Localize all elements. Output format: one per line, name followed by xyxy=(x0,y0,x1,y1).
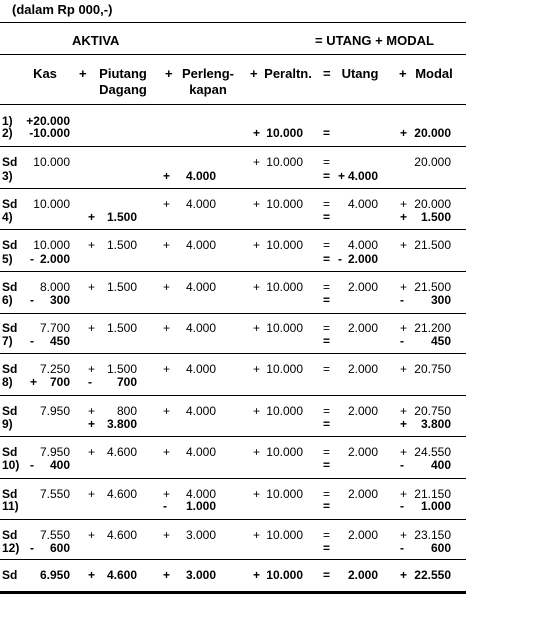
block-separator xyxy=(0,436,466,437)
equals-sign: = xyxy=(323,126,331,140)
operator-modal: - xyxy=(400,458,404,472)
column-header-operator: + xyxy=(399,66,407,81)
equals-sign: = xyxy=(323,280,331,294)
value-peralatan: 10.000 xyxy=(266,197,303,211)
row-label: Sd xyxy=(2,445,18,459)
value-kas: 10.000 xyxy=(33,155,70,169)
row-label: 4) xyxy=(2,210,13,224)
operator-perlengkapan: - xyxy=(163,499,167,513)
equals-sign: = xyxy=(323,568,331,582)
table-title: (dalam Rp 000,-) xyxy=(12,2,113,17)
value-kas: 10.000 xyxy=(33,238,70,252)
value-utang: 2.000 xyxy=(347,528,378,542)
value-perlengkapan: 3.000 xyxy=(185,528,216,542)
column-header-operator: + xyxy=(165,66,173,81)
equals-sign: = xyxy=(323,155,331,169)
operator-peralatan: + xyxy=(253,126,261,140)
operator-modal: + xyxy=(400,126,408,140)
value-perlengkapan: 3.000 xyxy=(185,568,216,582)
value-kas: 6.950 xyxy=(39,568,70,582)
operator-peralatan: + xyxy=(253,321,261,335)
value-modal: 3.800 xyxy=(420,417,451,431)
column-header-utang: Utang xyxy=(341,66,379,81)
block-separator xyxy=(0,395,466,396)
value-perlengkapan: 4.000 xyxy=(185,445,216,459)
value-modal: 1.000 xyxy=(420,499,451,513)
value-perlengkapan: 4.000 xyxy=(185,197,216,211)
operator-modal: + xyxy=(400,238,408,252)
row-label: Sd xyxy=(2,280,18,294)
row-label: 11) xyxy=(2,499,19,513)
operator-piutang: + xyxy=(88,362,96,376)
value-utang: 2.000 xyxy=(347,252,378,266)
operator-piutang: + xyxy=(88,404,96,418)
operator-peralatan: + xyxy=(253,568,261,582)
operator-perlengkapan: + xyxy=(163,445,171,459)
operator-modal: - xyxy=(400,293,404,307)
value-modal: 20.000 xyxy=(414,197,451,211)
value-modal: 300 xyxy=(430,293,451,307)
operator-piutang: - xyxy=(88,375,92,389)
value-modal: 21.500 xyxy=(414,238,451,252)
operator-modal: + xyxy=(400,487,408,501)
value-perlengkapan: 4.000 xyxy=(185,362,216,376)
block-separator xyxy=(0,478,466,479)
value-utang: 4.000 xyxy=(347,169,378,183)
row-label: 2) xyxy=(2,126,13,140)
equals-sign: = xyxy=(323,293,331,307)
value-modal: 23.150 xyxy=(414,528,451,542)
value-kas: 7.250 xyxy=(39,362,70,376)
value-piutang: 1.500 xyxy=(106,321,137,335)
operator-peralatan: + xyxy=(253,280,261,294)
value-peralatan: 10.000 xyxy=(266,487,303,501)
operator-modal: + xyxy=(400,404,408,418)
value-kas: 7.550 xyxy=(39,487,70,501)
equals-sign: = xyxy=(323,404,331,418)
operator-piutang: + xyxy=(88,487,96,501)
operator-modal: - xyxy=(400,334,404,348)
block-separator xyxy=(0,559,466,560)
column-header-operator: + xyxy=(79,66,87,81)
operator-perlengkapan: + xyxy=(163,487,171,501)
value-utang: 4.000 xyxy=(347,197,378,211)
equals-sign: = xyxy=(323,445,331,459)
value-perlengkapan: 1.000 xyxy=(185,499,216,513)
value-piutang: 1.500 xyxy=(106,238,137,252)
value-kas: +20.000 xyxy=(26,114,70,128)
value-kas: -10.000 xyxy=(29,126,70,140)
value-modal: 20.750 xyxy=(414,362,451,376)
value-modal: 24.550 xyxy=(414,445,451,459)
row-label: Sd xyxy=(2,362,18,376)
value-modal: 20.000 xyxy=(414,126,451,140)
equals-sign: = xyxy=(323,458,331,472)
value-peralatan: 10.000 xyxy=(266,155,303,169)
operator-kas: - xyxy=(30,458,34,472)
row-label: Sd xyxy=(2,238,18,252)
column-header-modal: Modal xyxy=(415,66,453,81)
row-label: Sd xyxy=(2,321,18,335)
operator-perlengkapan: + xyxy=(163,238,171,252)
equals-sign: = xyxy=(323,528,331,542)
value-utang: 2.000 xyxy=(347,362,378,376)
equals-sign: = xyxy=(323,499,331,513)
value-utang: 2.000 xyxy=(347,321,378,335)
value-perlengkapan: 4.000 xyxy=(185,169,216,183)
value-kas: 600 xyxy=(49,541,70,555)
value-piutang: 1.500 xyxy=(106,210,137,224)
value-utang: 2.000 xyxy=(347,568,378,582)
value-kas: 2.000 xyxy=(39,252,70,266)
row-label: Sd xyxy=(2,568,18,582)
row-label: 6) xyxy=(2,293,13,307)
block-separator xyxy=(0,146,466,147)
operator-kas: - xyxy=(30,252,34,266)
operator-perlengkapan: + xyxy=(163,197,171,211)
value-modal: 21.150 xyxy=(414,487,451,501)
operator-utang: - xyxy=(338,252,342,266)
operator-peralatan: + xyxy=(253,362,261,376)
value-kas: 450 xyxy=(49,334,70,348)
value-kas: 7.950 xyxy=(39,404,70,418)
operator-modal: + xyxy=(400,568,408,582)
value-peralatan: 10.000 xyxy=(266,404,303,418)
value-perlengkapan: 4.000 xyxy=(185,487,216,501)
operator-piutang: + xyxy=(88,417,96,431)
value-kas: 7.700 xyxy=(39,321,70,335)
value-kas: 10.000 xyxy=(33,197,70,211)
value-peralatan: 10.000 xyxy=(266,568,303,582)
operator-modal: + xyxy=(400,321,408,335)
row-label: 8) xyxy=(2,375,13,389)
value-kas: 400 xyxy=(49,458,70,472)
row-label: Sd xyxy=(2,487,18,501)
value-piutang: 4.600 xyxy=(106,487,137,501)
row-label: 7) xyxy=(2,334,13,348)
operator-modal: - xyxy=(400,499,404,513)
value-kas: 300 xyxy=(49,293,70,307)
equals-sign: = xyxy=(323,321,331,335)
column-header-operator: = xyxy=(323,66,331,81)
row-label: 1) xyxy=(2,114,13,128)
value-modal: 450 xyxy=(430,334,451,348)
row-label: 12) xyxy=(2,541,20,555)
header-equation: = UTANG + MODAL xyxy=(315,33,434,48)
value-perlengkapan: 4.000 xyxy=(185,280,216,294)
row-label: Sd xyxy=(2,404,18,418)
column-header-operator: + xyxy=(250,66,258,81)
value-piutang: 4.600 xyxy=(106,568,137,582)
operator-peralatan: + xyxy=(253,155,261,169)
operator-modal: + xyxy=(400,362,408,376)
operator-piutang: + xyxy=(88,568,96,582)
operator-modal: - xyxy=(400,541,404,555)
header-rule-top xyxy=(0,22,466,23)
equals-sign: = xyxy=(323,334,331,348)
equals-sign: = xyxy=(323,197,331,211)
value-utang: 2.000 xyxy=(347,445,378,459)
operator-modal: + xyxy=(400,417,408,431)
header-aktiva: AKTIVA xyxy=(72,33,120,48)
row-label: Sd xyxy=(2,528,18,542)
column-header-kas: Kas xyxy=(33,66,57,81)
value-perlengkapan: 4.000 xyxy=(185,404,216,418)
block-separator xyxy=(0,271,466,272)
value-kas: 7.550 xyxy=(39,528,70,542)
operator-perlengkapan: + xyxy=(163,528,171,542)
value-modal: 20.000 xyxy=(414,155,451,169)
operator-kas: - xyxy=(30,541,34,555)
equals-sign: = xyxy=(323,362,331,376)
equals-sign: = xyxy=(323,487,331,501)
operator-kas: - xyxy=(30,334,34,348)
value-modal: 20.750 xyxy=(414,404,451,418)
value-modal: 22.550 xyxy=(414,568,451,582)
operator-peralatan: + xyxy=(253,487,261,501)
operator-kas: - xyxy=(30,293,34,307)
operator-perlengkapan: + xyxy=(163,568,171,582)
operator-piutang: + xyxy=(88,321,96,335)
value-piutang: 800 xyxy=(116,404,137,418)
operator-modal: + xyxy=(400,210,408,224)
block-separator xyxy=(0,229,466,230)
block-separator xyxy=(0,353,466,354)
value-piutang: 4.600 xyxy=(106,528,137,542)
equals-sign: = xyxy=(323,541,331,555)
value-peralatan: 10.000 xyxy=(266,445,303,459)
value-perlengkapan: 4.000 xyxy=(185,238,216,252)
operator-perlengkapan: + xyxy=(163,321,171,335)
value-piutang: 1.500 xyxy=(106,362,137,376)
operator-modal: + xyxy=(400,445,408,459)
equals-sign: = xyxy=(323,252,331,266)
value-peralatan: 10.000 xyxy=(266,238,303,252)
value-piutang: 4.600 xyxy=(106,445,137,459)
value-modal: 600 xyxy=(430,541,451,555)
operator-piutang: + xyxy=(88,280,96,294)
row-label: 3) xyxy=(2,169,13,183)
column-header-peralatan: Peraltn. xyxy=(264,66,312,81)
operator-peralatan: + xyxy=(253,238,261,252)
operator-perlengkapan: + xyxy=(163,169,171,183)
value-modal: 1.500 xyxy=(420,210,451,224)
value-utang: 2.000 xyxy=(347,487,378,501)
equals-sign: = xyxy=(323,417,331,431)
column-header-piutang: Piutang Dagang xyxy=(99,66,147,97)
value-piutang: 3.800 xyxy=(106,417,137,431)
equals-sign: = xyxy=(323,210,331,224)
row-label: 10) xyxy=(2,458,20,472)
value-piutang: 700 xyxy=(116,375,137,389)
value-peralatan: 10.000 xyxy=(266,280,303,294)
row-label: 9) xyxy=(2,417,13,431)
value-utang: 2.000 xyxy=(347,280,378,294)
operator-peralatan: + xyxy=(253,528,261,542)
value-utang: 2.000 xyxy=(347,404,378,418)
column-header-perlengkapan: Perleng- kapan xyxy=(181,66,234,97)
value-kas: 700 xyxy=(49,375,70,389)
value-modal: 21.500 xyxy=(414,280,451,294)
operator-piutang: + xyxy=(88,238,96,252)
operator-peralatan: + xyxy=(253,404,261,418)
operator-perlengkapan: + xyxy=(163,362,171,376)
operator-utang: + xyxy=(338,169,346,183)
equals-sign: = xyxy=(323,169,331,183)
value-peralatan: 10.000 xyxy=(266,321,303,335)
equals-sign: = xyxy=(323,238,331,252)
value-peralatan: 10.000 xyxy=(266,528,303,542)
value-perlengkapan: 4.000 xyxy=(185,321,216,335)
row-label: 5) xyxy=(2,252,13,266)
value-modal: 21.200 xyxy=(414,321,451,335)
value-peralatan: 10.000 xyxy=(266,362,303,376)
operator-piutang: + xyxy=(88,528,96,542)
table-bottom-rule xyxy=(0,591,466,594)
operator-modal: + xyxy=(400,280,408,294)
value-kas: 8.000 xyxy=(39,280,70,294)
operator-modal: + xyxy=(400,197,408,211)
operator-piutang: + xyxy=(88,445,96,459)
operator-perlengkapan: + xyxy=(163,280,171,294)
operator-perlengkapan: + xyxy=(163,404,171,418)
operator-piutang: + xyxy=(88,210,96,224)
column-header-rule xyxy=(0,104,466,105)
value-kas: 7.950 xyxy=(39,445,70,459)
operator-kas: + xyxy=(30,375,38,389)
operator-peralatan: + xyxy=(253,445,261,459)
header-rule-bottom xyxy=(0,54,466,55)
operator-modal: + xyxy=(400,528,408,542)
value-utang: 4.000 xyxy=(347,238,378,252)
block-separator xyxy=(0,313,466,314)
operator-peralatan: + xyxy=(253,197,261,211)
block-separator xyxy=(0,519,466,520)
value-peralatan: 10.000 xyxy=(266,126,303,140)
value-modal: 400 xyxy=(430,458,451,472)
value-piutang: 1.500 xyxy=(106,280,137,294)
row-label: Sd xyxy=(2,155,18,169)
block-separator xyxy=(0,188,466,189)
row-label: Sd xyxy=(2,197,18,211)
